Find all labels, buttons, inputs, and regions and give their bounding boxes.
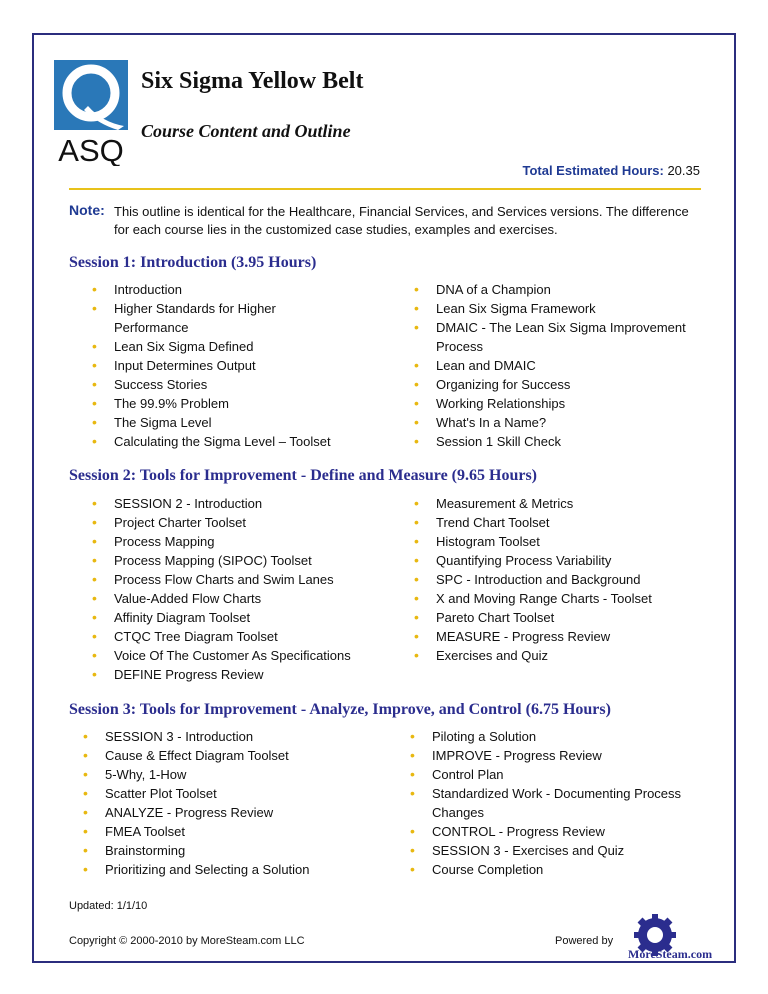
- session-2-left-list: [92, 494, 392, 684]
- list-item: • Lean Six Sigma Framework: [414, 299, 714, 318]
- list-item: • Cause & Effect Diagram Toolset: [83, 746, 383, 765]
- total-hours-value: 20.35: [667, 163, 700, 178]
- list-item: • Higher Standards for Higher Performance: [92, 299, 342, 337]
- list-item: • Input Determines Output: [92, 356, 342, 375]
- list-item: • DEFINE Progress Review: [92, 665, 392, 684]
- moresteam-logo-text: MoreSteam.com: [628, 947, 713, 961]
- page-subtitle: Course Content and Outline: [141, 121, 351, 141]
- list-item: • IMPROVE - Progress Review: [410, 746, 710, 765]
- page-title: Six Sigma Yellow Belt: [141, 68, 364, 94]
- list-item: • ANALYZE - Progress Review: [83, 803, 383, 822]
- session-3-title: Session 3: Tools for Improvement - Analyze, Improve, and Control (6.75 Hours): [69, 701, 611, 718]
- list-item: • SESSION 3 - Introduction: [83, 727, 383, 746]
- asq-logo-text: ASQ: [58, 133, 124, 166]
- list-item: • Working Relationships: [414, 394, 714, 413]
- session-1-right-list: [414, 280, 714, 451]
- list-item: • SPC - Introduction and Background: [414, 570, 714, 589]
- list-item: • Quantifying Process Variability: [414, 551, 714, 570]
- list-item: • Scatter Plot Toolset: [83, 784, 383, 803]
- list-item: • Calculating the Sigma Level – Toolset: [92, 432, 342, 451]
- list-item: • Process Flow Charts and Swim Lanes: [92, 570, 392, 589]
- list-item: • What's In a Name?: [414, 413, 714, 432]
- list-item: • Lean and DMAIC: [414, 356, 714, 375]
- list-item: • Histogram Toolset: [414, 532, 714, 551]
- list-item: • Session 1 Skill Check: [414, 432, 714, 451]
- asq-logo: [52, 58, 130, 166]
- list-item: • Value-Added Flow Charts: [92, 589, 392, 608]
- list-item: • 5-Why, 1-How: [83, 765, 383, 784]
- copyright-text: Copyright © 2000-2010 by MoreSteam.com LLC: [69, 935, 305, 947]
- list-item: • Process Mapping (SIPOC) Toolset: [92, 551, 392, 570]
- list-item: • Pareto Chart Toolset: [414, 608, 714, 627]
- session-2-title: Session 2: Tools for Improvement - Define and Measure (9.65 Hours): [69, 467, 537, 484]
- list-item: • X and Moving Range Charts - Toolset: [414, 589, 714, 608]
- list-item: • Standardized Work - Documenting Process Changes: [410, 784, 710, 822]
- note-label: Note:: [69, 202, 105, 218]
- list-item: • The 99.9% Problem: [92, 394, 342, 413]
- powered-by-label: Powered by: [555, 935, 614, 947]
- list-item: • DNA of a Champion: [414, 280, 714, 299]
- session-3-left-list: [83, 727, 383, 879]
- list-item: • Organizing for Success: [414, 375, 714, 394]
- list-item: • Process Mapping: [92, 532, 392, 551]
- list-item: • Exercises and Quiz: [414, 646, 714, 665]
- session-1-left-list: [92, 280, 342, 451]
- list-item: • MEASURE - Progress Review: [414, 627, 714, 646]
- list-item: • Control Plan: [410, 765, 710, 784]
- list-item: • Course Completion: [410, 860, 710, 879]
- header-divider: [69, 188, 701, 190]
- list-item: • Lean Six Sigma Defined: [92, 337, 342, 356]
- moresteam-logo: [625, 913, 735, 961]
- session-3-right-list: [410, 727, 710, 879]
- list-item: • Introduction: [92, 280, 342, 299]
- list-item: • Success Stories: [92, 375, 342, 394]
- list-item: • FMEA Toolset: [83, 822, 383, 841]
- list-item: • Affinity Diagram Toolset: [92, 608, 392, 627]
- list-item: • Brainstorming: [83, 841, 383, 860]
- list-item: • Voice Of The Customer As Specifications: [92, 646, 392, 665]
- list-item: • DMAIC - The Lean Six Sigma Improvement Process: [414, 318, 714, 356]
- session-1-title: Session 1: Introduction (3.95 Hours): [69, 254, 317, 271]
- note-text: This outline is identical for the Healthcare, Financial Services, and Services versions. The difference for each course lies in the customized case studies, examples and exercises.: [114, 204, 689, 237]
- session-2-right-list: [414, 494, 714, 665]
- list-item: • SESSION 2 - Introduction: [92, 494, 392, 513]
- total-hours-label: Total Estimated Hours:: [522, 163, 664, 178]
- total-hours: [522, 163, 700, 178]
- list-item: • Trend Chart Toolset: [414, 513, 714, 532]
- list-item: • The Sigma Level: [92, 413, 342, 432]
- list-item: • Prioritizing and Selecting a Solution: [83, 860, 383, 879]
- list-item: • Measurement & Metrics: [414, 494, 714, 513]
- list-item: • SESSION 3 - Exercises and Quiz: [410, 841, 710, 860]
- list-item: • Project Charter Toolset: [92, 513, 392, 532]
- list-item: • Piloting a Solution: [410, 727, 710, 746]
- list-item: • CTQC Tree Diagram Toolset: [92, 627, 392, 646]
- updated-date: Updated: 1/1/10: [69, 900, 148, 912]
- list-item: • CONTROL - Progress Review: [410, 822, 710, 841]
